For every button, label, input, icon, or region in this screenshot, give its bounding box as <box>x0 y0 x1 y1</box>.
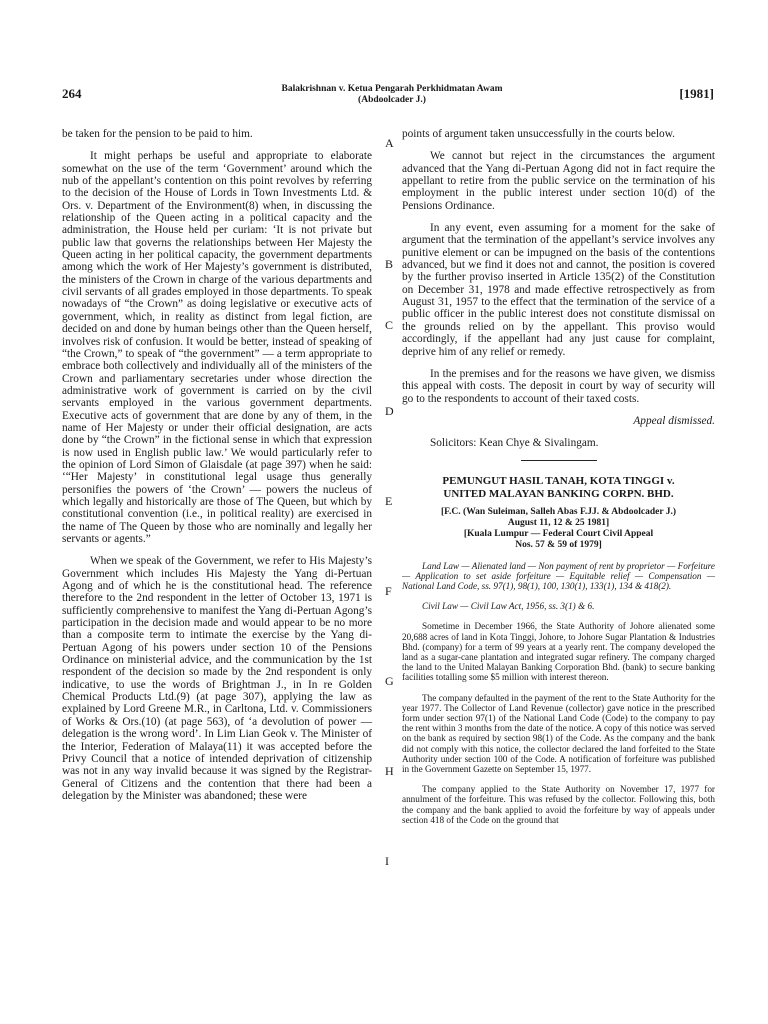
court-line2: August 11, 12 & 25 1981] <box>507 517 610 528</box>
headnote-2: Civil Law — Civil Law Act, 1956, ss. 3(1) & 6. <box>422 601 595 612</box>
left-para-3: When we speak of the Government, we refer to His Majesty’s Government which includes His Majesty the Yang di-Pertuan Agong and of which he is the constitutional head. The reference therefore to the 2nd respondent in the letter of October 13, 1971 is sufficiently comprehensive to manifest the Yang di-Pertuan Agong’s participation in the decision made and would appear to be no more than a composite term to intimate the exercise by the Yang di-Pertuan Agong of his powers under section 10 of the Pensions Ordinance on ministerial advice, and the communication by the 1st respondent of the decision so made by the 2nd respondent is only indicative, to use the words of Brightman J., in In re Golden Chemical Products Ltd.(9) (at page 307), applying the law as explained by Lord Greene M.R., in Carltona, Ltd. v. Commissioners of Works & Ors.(10) (at page 563), of ‘a devolution of power — delegation is the wrong word’. In Lim Lian Geok v. The Minister of the Interior, Federation of Malaya(11) it was accepted before the Privy Council that a notice of intended deprivation of citizenship was not in any way invalid because it was signed by the Registrar-General of Citizens and the contention that there had been a delegation by the Minister was abandoned; these were <box>62 555 372 802</box>
margin-letter-f: F <box>385 584 392 598</box>
headnote-1: Land Law — Alienated land — Non payment of rent by proprietor — Forfeiture — Application to set aside forfeiture — Equitable relief — Compensation — National Land Code, ss. 97(1), 98(1), 100, 130(1), 133(1), 134 & 418(2). <box>402 560 715 591</box>
solicitors: Solicitors: Kean Chye & Sivalingam. <box>430 437 599 450</box>
court-line3: [Kuala Lumpur — Federal Court Civil Appeal <box>463 528 654 539</box>
court-line1: [F.C. (Wan Suleiman, Salleh Abas F.JJ. & Abdoolcader J.) <box>440 506 677 517</box>
margin-letter-e: E <box>385 494 393 508</box>
left-para-1: be taken for the pension to be paid to him. <box>62 128 253 140</box>
margin-letter-a: A <box>385 136 394 150</box>
margin-letter-h: H <box>385 764 394 778</box>
running-title-line1: Balakrishnan v. Ketua Pengarah Perkhidmatan Awam <box>281 84 503 94</box>
page-number: 264 <box>62 86 82 101</box>
summary-para-2: The company defaulted in the payment of the rent to the State Authority for the year 1977. The Collector of Land Revenue (collector) gave notice in the prescribed form under section 97(1) of the National Land Code (Code) to the company to pay the rent within 3 months from the date of the notice. A copy of this notice was served on the bank as required by section 98(1) of the Code. As the company and the bank did not comply with this notice, the collector declared the land forfeited to the State Authority under section 100 of the Code. A notification of forfeiture was published in the Government Gazette on September 15, 1977. <box>402 692 715 775</box>
margin-letter-g: G <box>385 674 394 688</box>
left-column <box>62 128 372 802</box>
court-line4: Nos. 57 & 59 of 1979] <box>515 539 602 550</box>
headnote <box>402 561 715 825</box>
report-year: [1981] <box>679 86 714 101</box>
right-column <box>402 128 715 825</box>
right-para-4: In the premises and for the reasons we have given, we dismiss this appeal with costs. The deposit in court by way of security will go to the respondents to account of their taxed costs. <box>402 367 715 405</box>
running-title-line2: (Abdoolcader J.) <box>358 95 426 105</box>
summary-para-1: Sometime in December 1966, the State Authority of Johore alienated some 20,688 acres of land in Kota Tinggi, Johore, to Johore Sugar Plantation & Industries Bhd. (company) for a term of 99 years at a yearly rent. The company developed the land as a sugar-cane plantation and integrated sugar refinery. The company charged the land to the United Malayan Banking Corporation Bhd. (bank) to secure banking facilities totalling some $5 million with interest thereon. <box>402 621 715 683</box>
right-para-3: In any event, even assuming for a moment for the sake of argument that the termination of the appellant’s service involves any punitive element or can be impugned on the basis of the contentions advanced, but we find it does not and cannot, the position is covered by the further proviso inserted in Article 135(2) of the Constitution on December 31, 1978 and made effective retrospectively as from August 31, 1957 to the effect that the termination of the service of a public officer in the public interest does not constitute dismissal on the grounds relied on by the appellant. This proviso would accordingly, if the appellant had any just cause for complaint, deprive him of any relief or remedy. <box>402 222 715 358</box>
case-title <box>402 475 715 501</box>
margin-letter-b: B <box>385 257 394 271</box>
right-para-1: points of argument taken unsuccessfully in the courts below. <box>402 128 675 140</box>
right-para-2: We cannot but reject in the circumstances the argument advanced that the Yang di-Pertuan Agong did not in fact require the appellant to retire from the public service on the termination of his employment in the public interest under section 10(d) of the Pensions Ordinance. <box>402 150 715 212</box>
section-divider <box>521 460 597 461</box>
disposal: Appeal dismissed. <box>633 414 715 427</box>
summary-para-3: The company applied to the State Authority on November 17, 1977 for annulment of the forfeiture. This was refused by the collector. Following this, both the company and the bank applied to avoid the forfeiture by way of appeals under section 418 of the Code on the ground that <box>402 784 715 825</box>
margin-letter-i: I <box>385 854 389 868</box>
case-title-line2: UNITED MALAYAN BANKING CORPN. BHD. <box>443 487 674 500</box>
margin-letters <box>385 0 399 1024</box>
case-title-line1: PEMUNGUT HASIL TANAH, KOTA TINGGI v. <box>442 474 675 487</box>
margin-letter-c: C <box>385 318 394 332</box>
court-details <box>402 507 715 551</box>
margin-letter-d: D <box>385 404 394 418</box>
left-para-2: It might perhaps be useful and appropriate to elaborate somewhat on the use of the term ‘Government’ around which the nub of the appellant’s contention on this point revolves by referring to the decision of the House of Lords in Town Investments Ltd. & Ors. v. Department of the Environment(8) when, in discussing the relationship of the Queen acting in a political capacity and the administration, the House held per curiam: ‘It is not private but public law that governs the relationships between Her Majesty the Queen acting in her political capacity, the government departments among which the work of Her Majesty’s government is distributed, the ministers of the Crown in charge of the various departments and civil servants of all grades employed in those departments. To speak nowadays of “the Crown” as doing legislative or executive acts of government, which, in reality as distinct from legal fiction, are decided on and done by human beings other than the Queen herself, involves risk of confusion. It would be better, instead of speaking of “the Crown,” to speak of “the government” — a term appropriate to embrace both collectively and individually all of the ministers of the Crown and parliamentary secretaries under whose direction the administrative work of government is carried on by the civil servants employed in the various government departments. Executive acts of government that are done by any of them, in the name of Her Majesty or under their official designation, are acts done by “the Crown” in the fictional sense in which that expression is now used in English public law.’ We would particularly refer to the opinion of Lord Simon of Glaisdale (at page 397) when he said: ‘“Her Majesty’ in constitutional legal usage thus generally personifies the powers of ‘the Crown’ — powers the nucleus of which legally and historically are those of The Queen, but which by constitutional convention (i.e., in political reality) are exercised in the name of The Queen by those who are nominally and legally her servants or agents.” <box>62 150 372 545</box>
